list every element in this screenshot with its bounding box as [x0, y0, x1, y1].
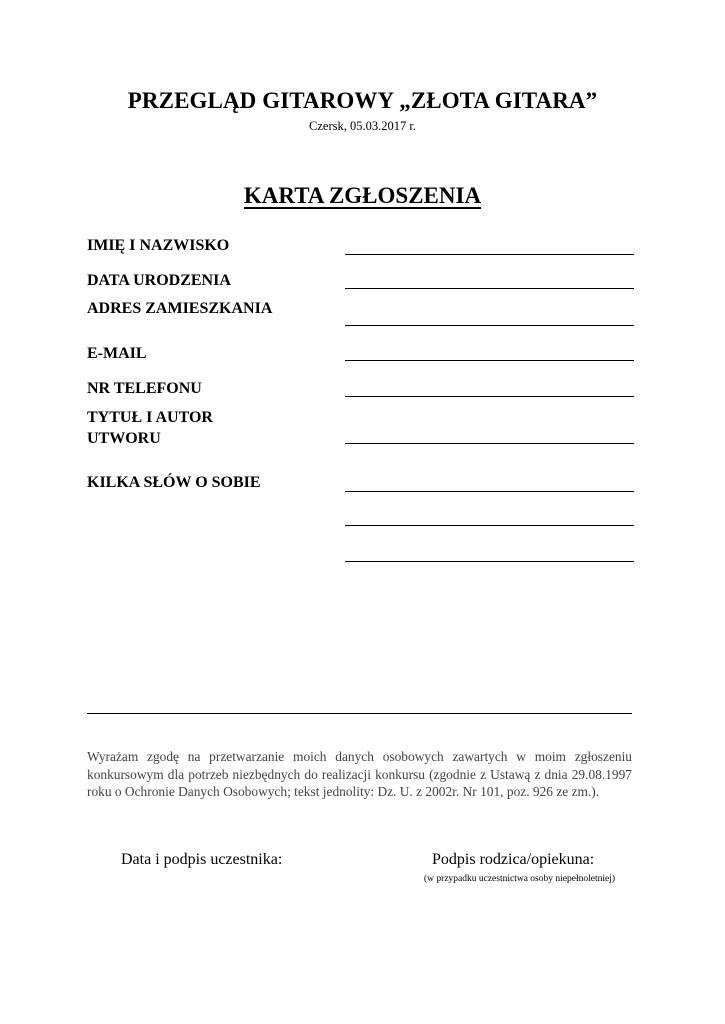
- place-and-date: Czersk, 05.03.2017 r.: [309, 119, 416, 133]
- separator-line: [87, 713, 632, 714]
- song-title-author-label: [87, 407, 213, 449]
- name-label: IMIĘ I NAZWISKO: [87, 237, 230, 254]
- song-title-author-label-line2: UTWORU: [87, 430, 161, 447]
- data-processing-consent: Wyrażam zgodę na przetwarzanie moich danych osobowych zawartych w moim zgłoszeniu konkursowym dla potrzeb niezbędnych do realizacji konkursu (zgodnie z Ustawą z dnia 29.08.1997 roku o Ochronie Danych Osobowych; tekst jednolity: Dz. U. z 2002r. Nr 101, poz. 926 ze zm.).: [87, 749, 632, 799]
- email-label: E-MAIL: [87, 345, 147, 362]
- birth-date-field-line[interactable]: [345, 288, 634, 289]
- song-title-author-label-line1: TYTUŁ I AUTOR: [87, 409, 213, 426]
- participant-signature-label: Data i podpis uczestnika:: [121, 851, 283, 868]
- about-yourself-field-line-2[interactable]: [345, 525, 634, 526]
- song-title-author-field-line[interactable]: [345, 443, 634, 444]
- guardian-signature-label: Podpis rodzica/opiekuna:: [432, 851, 595, 868]
- birth-date-label: DATA URODZENIA: [87, 272, 231, 289]
- form-title-text: KARTA ZGŁOSZENIA: [243, 183, 482, 208]
- name-field-line[interactable]: [345, 254, 634, 255]
- form-title: [0, 183, 725, 209]
- about-yourself-label: KILKA SŁÓW O SOBIE: [87, 474, 261, 491]
- address-label: ADRES ZAMIESZKANIA: [87, 300, 273, 317]
- address-field-line[interactable]: [345, 325, 634, 326]
- guardian-signature-note: (w przypadku uczestnictwa osoby niepełnoletniej): [424, 874, 615, 884]
- about-yourself-field-line-1[interactable]: [345, 491, 634, 492]
- about-yourself-field-line-3[interactable]: [345, 561, 634, 562]
- email-field-line[interactable]: [345, 360, 634, 361]
- phone-label: NR TELEFONU: [87, 380, 202, 397]
- phone-field-line[interactable]: [345, 396, 634, 397]
- event-title: PRZEGLĄD GITAROWY „ZŁOTA GITARA”: [127, 88, 598, 113]
